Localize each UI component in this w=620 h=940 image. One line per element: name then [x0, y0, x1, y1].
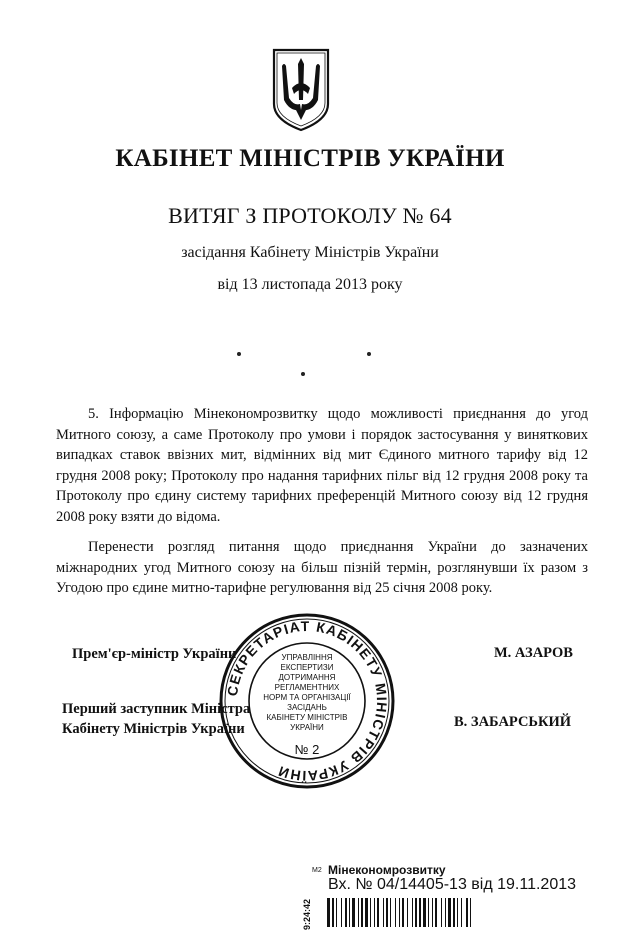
seal-inner-line: ЕКСПЕРТИЗИ	[280, 663, 334, 672]
barcode-bar	[345, 898, 347, 927]
registration-organization: Мінекономрозвитку	[328, 863, 446, 877]
separator-dot	[301, 372, 305, 376]
barcode-bar	[386, 898, 388, 927]
seal-inner-line: УКРАЇНИ	[290, 723, 324, 732]
barcode-bar	[445, 898, 446, 927]
protocol-paragraph-2: Перенести розгляд питання щодо приєднання України до зазначених міжнародних угод Митного союзу на більш пізній термін, розглянувши їх разом з Угодою про єдине митно-тарифне регулювання від 25 січня 2008 року.	[56, 539, 588, 596]
registration-barcode	[327, 898, 597, 927]
seal-inner-line: КАБІНЕТУ МІНІСТРІВ	[266, 713, 348, 722]
organization-title: КАБІНЕТ МІНІСТРІВ УКРАЇНИ	[115, 145, 505, 172]
barcode-bar	[470, 898, 471, 927]
registration-prefix: M2	[312, 867, 322, 874]
barcode-bar	[399, 898, 400, 927]
document-subtitle: засідання Кабінету Міністрів України	[181, 244, 439, 261]
barcode-bar	[415, 898, 417, 927]
first-deputy-title-line-2: Кабінету Міністрів України	[62, 721, 245, 737]
barcode-bar	[374, 898, 375, 927]
barcode-bar	[361, 898, 363, 927]
official-round-seal	[218, 612, 396, 790]
barcode-bar	[341, 898, 342, 927]
seal-inner-line: ДОТРИМАННЯ	[278, 673, 336, 682]
document-title: ВИТЯГ З ПРОТОКОЛУ № 64	[168, 203, 452, 228]
barcode-bar	[412, 898, 413, 927]
barcode-bar	[395, 898, 396, 927]
barcode-bar	[336, 898, 337, 927]
barcode-bar	[461, 898, 462, 927]
barcode-bar	[365, 898, 368, 927]
first-deputy-signature-name: В. ЗАБАРСЬКИЙ	[454, 714, 572, 730]
barcode-bar	[423, 898, 426, 927]
pm-signature-title: Прем'єр-міністр України	[72, 646, 237, 662]
barcode-bar	[432, 898, 433, 927]
barcode-bar	[453, 898, 455, 927]
registration-time-wrapper	[302, 898, 333, 940]
seal-inner-line: РЕГЛАМЕНТНИХ	[274, 683, 340, 692]
barcode-bar	[441, 898, 442, 927]
barcode-bar	[402, 898, 404, 927]
barcode-bar	[352, 898, 355, 927]
seal-inner-line: НОРМ ТА ОРГАНІЗАЦІЇ	[263, 693, 351, 702]
barcode-bar	[407, 898, 408, 927]
barcode-bar	[435, 898, 437, 927]
seal-number: № 2	[294, 742, 320, 757]
seal-inner-line: УПРАВЛІННЯ	[281, 653, 333, 662]
barcode-bar	[349, 898, 350, 927]
barcode-bar	[383, 898, 384, 927]
barcode-bar	[457, 898, 458, 927]
barcode-bar	[448, 898, 451, 927]
barcode-bar	[377, 898, 379, 927]
barcode-bar	[428, 898, 429, 927]
seal-inner-line: ЗАСІДАНЬ	[287, 703, 327, 712]
barcode-bar	[370, 898, 371, 927]
separator-dot	[367, 352, 371, 356]
registration-number: Вх. № 04/14405-13 від 19.11.2013	[328, 876, 577, 893]
protocol-paragraph-1: 5. Інформацію Мінекономрозвитку щодо можливості приєднання до угод Митного союзу, а саме Протоколу про умови і порядок застосування у виняткових випадках ставок ввізних мит, відмінних від мит Єдиного митного тарифу від 12 грудня 2008 року; Протоколу про надання тарифних пільг від 12 грудня 2008 року та Протоколу про єдину систему тарифних преференцій Митного союзу від 12 грудня 2008 року взяти до відома.	[56, 406, 588, 525]
barcode-bar	[419, 898, 421, 927]
barcode-bar	[332, 898, 334, 927]
seal-outer-text: СЕКРЕТАРІАТ КАБІНЕТУ МІНІСТРІВ УКРАЇНИ	[224, 617, 391, 785]
barcode-bar	[358, 898, 359, 927]
separator-dot	[237, 352, 241, 356]
registration-time: 9:24:42	[302, 898, 312, 930]
pm-signature-name: М. АЗАРОВ	[494, 645, 573, 661]
barcode-bar	[466, 898, 468, 927]
trident-emblem-icon	[270, 48, 332, 132]
document-date: від 13 листопада 2013 року	[217, 276, 403, 293]
barcode-bar	[327, 898, 330, 927]
barcode-bar	[390, 898, 391, 927]
first-deputy-title-line-1: Перший заступник Міністра	[62, 701, 251, 717]
